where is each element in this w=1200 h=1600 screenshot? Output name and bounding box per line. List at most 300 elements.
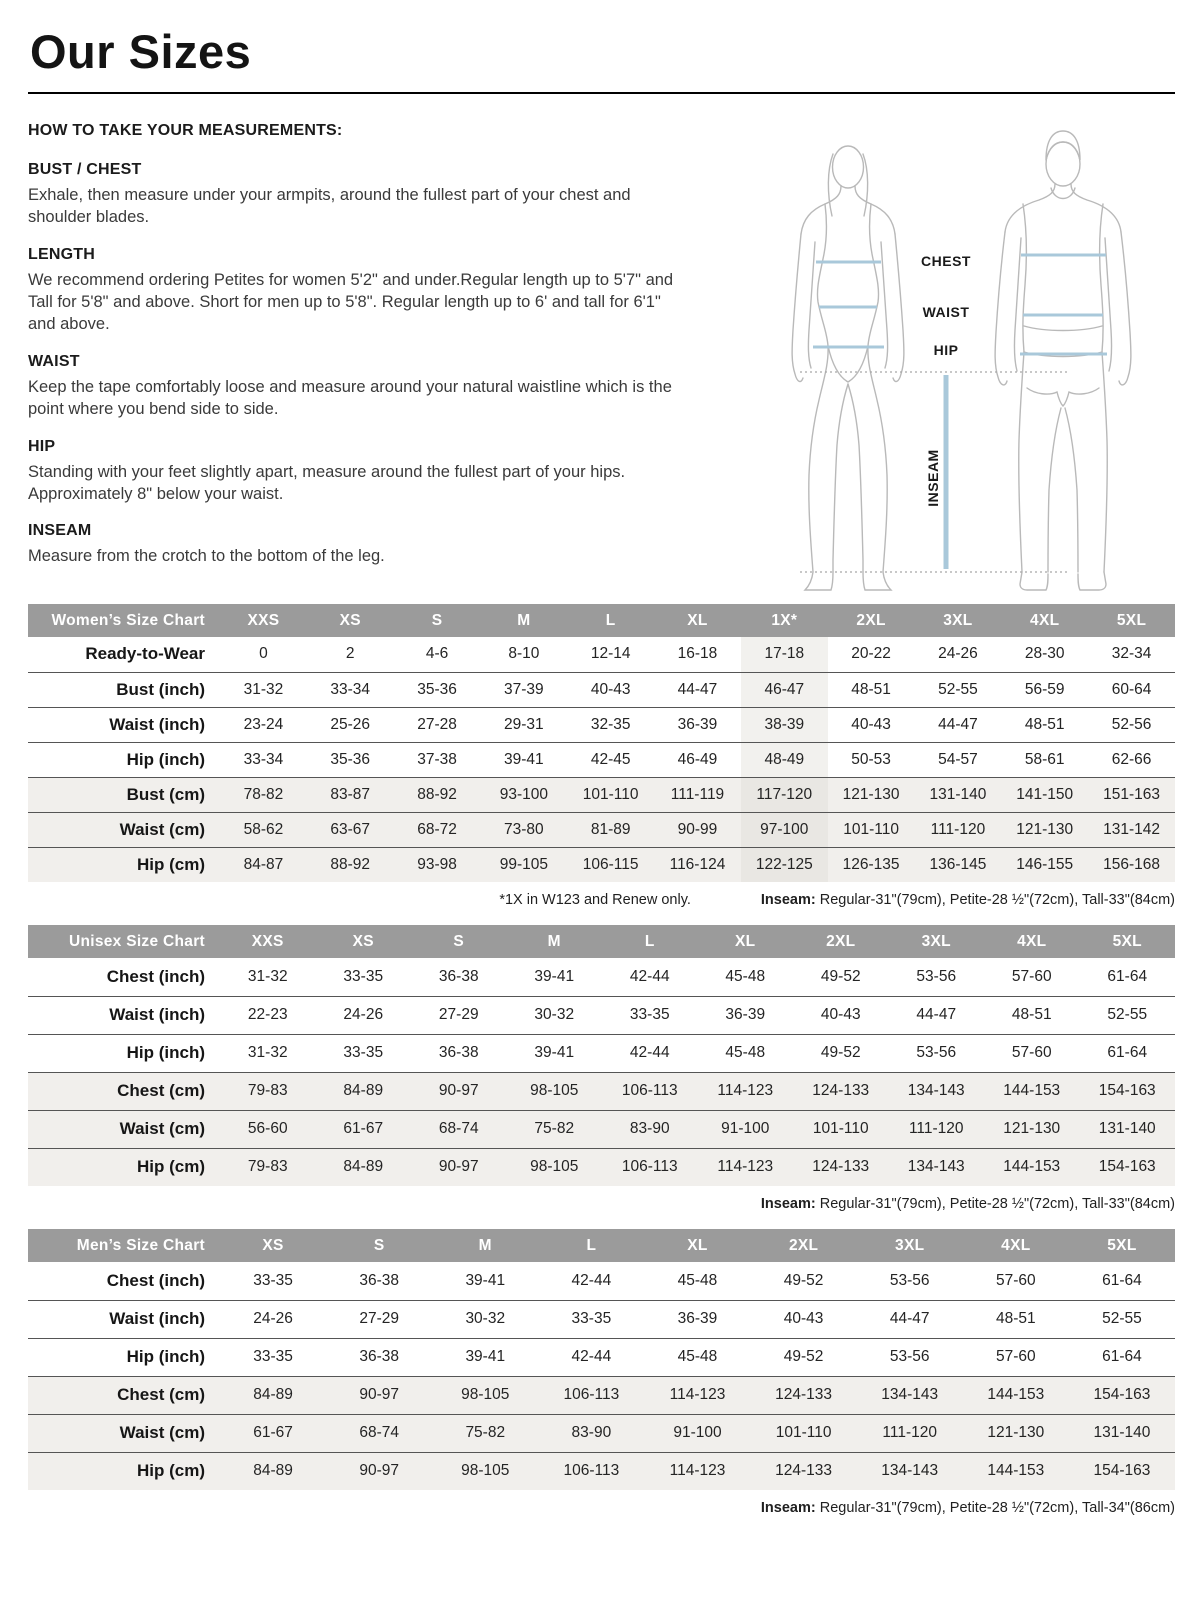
section-heading: LENGTH [28,245,95,263]
size-column-header: 5XL [1069,1229,1175,1262]
size-column-header: L [538,1229,644,1262]
size-value-cell: 53-56 [916,967,957,985]
size-value-cell: 114-123 [698,1148,794,1186]
size-value-cell: 61-67 [316,1110,412,1148]
size-value-cell: 90-97 [326,1452,432,1490]
size-value-cell: 101-110 [828,812,915,847]
size-value-cell: 24-26 [316,996,412,1034]
male-figure-outline [995,131,1131,590]
row-label: Waist (inch) [28,996,220,1034]
size-value-cell: 54-57 [915,742,1002,777]
size-value-cell: 45-48 [644,1338,750,1376]
table-row [28,1338,1175,1376]
figures-illustration [755,120,1175,598]
size-value-cell: 75-82 [432,1414,538,1452]
inseam-footnote: Inseam: Regular-31"(79cm), Petite-28 ½"(72cm), Tall-33"(84cm) [760,892,1175,908]
size-column-header: 3XL [889,925,985,958]
size-column-header: M [507,925,603,958]
table-row [28,958,1175,996]
size-column-header: M [480,604,567,637]
size-value-cell: 114-123 [644,1452,750,1490]
size-value-cell: 12-14 [590,645,631,663]
size-value-cell: 36-39 [698,996,794,1034]
size-value-cell: 39-41 [432,1338,538,1376]
size-column-header: S [411,925,507,958]
size-value-cell: 144-153 [963,1452,1069,1490]
size-value-cell: 83-90 [538,1414,644,1452]
size-value-cell: 35-36 [394,672,481,707]
size-value-cell: 49-52 [820,967,861,985]
size-value-cell: 40-43 [751,1300,857,1338]
size-column-header: XS [307,604,394,637]
size-value-cell: 79-83 [220,1148,316,1186]
mens-size-chart-table [28,1229,1175,1490]
size-value-cell: 117-120 [741,777,828,812]
size-column-header: S [394,604,481,637]
size-value-cell: 25-26 [307,707,394,742]
size-value-cell: 49-52 [793,1034,889,1072]
size-value-cell: 124-133 [751,1376,857,1414]
body-measurement-diagram [755,120,1175,598]
size-column-header: 2XL [828,604,915,637]
row-label: Hip (inch) [28,1338,220,1376]
size-value-cell: 27-28 [394,707,481,742]
row-label: Hip (inch) [28,1034,220,1072]
size-value-cell: 36-38 [411,1034,507,1072]
size-value-cell: 91-100 [644,1414,750,1452]
size-value-cell: 131-140 [1080,1110,1176,1148]
size-value-cell: 39-41 [534,967,575,985]
table-title: Women’s Size Chart [28,604,220,637]
size-value-cell: 106-113 [538,1376,644,1414]
size-value-cell: 32-34 [1111,645,1152,663]
section-hip [28,438,703,506]
size-value-cell: 31-32 [220,672,307,707]
size-value-cell: 136-145 [915,847,1002,882]
size-value-cell: 101-110 [751,1414,857,1452]
size-value-cell: 49-52 [751,1338,857,1376]
size-value-cell: 49-52 [783,1271,824,1289]
size-column-header: 3XL [915,604,1002,637]
size-value-cell: 121-130 [963,1414,1069,1452]
womens-table-footnote [28,892,1175,908]
size-value-cell: 114-123 [644,1376,750,1414]
size-value-cell: 58-62 [220,812,307,847]
size-value-cell: 91-100 [698,1110,794,1148]
size-value-cell: 52-55 [1080,996,1176,1034]
size-column-header: XXS [220,925,316,958]
size-value-cell: 68-74 [326,1414,432,1452]
size-column-header: 2XL [793,925,889,958]
size-value-cell: 61-64 [1069,1338,1175,1376]
size-value-cell: 79-83 [220,1072,316,1110]
size-value-cell: 42-44 [538,1338,644,1376]
size-value-cell: 111-119 [654,777,741,812]
size-value-cell: 36-39 [644,1300,750,1338]
size-value-cell: 39-41 [480,742,567,777]
size-value-cell: 144-153 [963,1376,1069,1414]
row-label: Waist (inch) [28,707,220,742]
size-value-cell: 31-32 [220,1034,316,1072]
size-column-header: L [567,604,654,637]
size-value-cell: 48-51 [963,1300,1069,1338]
row-label: Bust (inch) [28,672,220,707]
size-column-header: L [602,925,698,958]
size-value-cell: 97-100 [741,812,828,847]
table-row [28,1376,1175,1414]
size-value-cell: 42-44 [629,967,670,985]
size-value-cell: 56-59 [1001,672,1088,707]
size-column-header: 4XL [984,925,1080,958]
size-value-cell: 40-43 [567,672,654,707]
row-label: Chest (cm) [28,1376,220,1414]
size-value-cell: 22-23 [220,996,316,1034]
size-value-cell: 124-133 [793,1072,889,1110]
size-value-cell: 99-105 [480,847,567,882]
table-row [28,1414,1175,1452]
size-value-cell: 24-26 [220,1300,326,1338]
size-value-cell: 61-64 [1102,1271,1142,1289]
size-value-cell: 84-87 [220,847,307,882]
row-label: Chest (cm) [28,1072,220,1110]
size-value-cell: 134-143 [889,1148,985,1186]
table-title: Men’s Size Chart [28,1229,220,1262]
size-value-cell: 154-163 [1080,1148,1176,1186]
size-value-cell: 37-39 [480,672,567,707]
womens-size-chart-table [28,604,1175,882]
size-value-cell: 40-43 [793,996,889,1034]
size-value-cell: 57-60 [1011,967,1052,985]
size-value-cell: 121-130 [828,777,915,812]
size-value-cell: 48-51 [828,672,915,707]
size-value-cell: 106-115 [567,847,654,882]
section-heading: INSEAM [28,522,92,540]
size-value-cell: 53-56 [889,1034,985,1072]
size-value-cell: 73-80 [480,812,567,847]
size-value-cell: 50-53 [828,742,915,777]
size-value-cell: 8-10 [508,645,540,663]
size-value-cell: 134-143 [857,1376,963,1414]
inseam-label: INSEAM [925,449,941,507]
size-value-cell: 88-92 [307,847,394,882]
row-label: Hip (inch) [28,742,220,777]
size-value-cell: 93-98 [394,847,481,882]
size-value-cell: 146-155 [1001,847,1088,882]
size-value-cell: 56-60 [220,1110,316,1148]
size-value-cell: 44-47 [915,707,1002,742]
size-value-cell: 46-47 [741,672,828,707]
size-value-cell: 126-135 [828,847,915,882]
section-heading: BUST / CHEST [28,161,142,178]
size-value-cell: 33-34 [307,672,394,707]
size-value-cell: 36-38 [438,967,479,985]
waist-label: WAIST [922,304,970,320]
one-x-footnote: *1X in W123 and Renew only. [499,892,691,908]
size-value-cell: 106-113 [602,1072,698,1110]
size-value-cell: 29-31 [480,707,567,742]
size-column-header: 2XL [751,1229,857,1262]
size-value-cell: 0 [259,645,268,663]
unisex-size-chart-table [28,925,1175,1186]
size-value-cell: 17-18 [741,637,828,672]
inseam-footnote: Inseam: Regular-31"(79cm), Petite-28 ½"(72cm), Tall-33"(84cm) [760,1196,1175,1212]
size-value-cell: 37-38 [394,742,481,777]
size-value-cell: 63-67 [307,812,394,847]
size-value-cell: 16-18 [677,645,718,663]
measurement-lines [800,255,1107,572]
size-value-cell: 154-163 [1069,1452,1175,1490]
size-value-cell: 156-168 [1088,847,1175,882]
size-value-cell: 24-26 [938,645,978,663]
size-value-cell: 106-113 [538,1452,644,1490]
table-row [28,707,1175,742]
size-chart-table [28,925,1175,1186]
size-value-cell: 28-30 [1024,645,1065,663]
size-value-cell: 35-36 [307,742,394,777]
size-value-cell: 53-56 [857,1338,963,1376]
measurement-instructions [28,120,743,598]
table-row [28,742,1175,777]
size-value-cell: 83-87 [307,777,394,812]
size-value-cell: 44-47 [889,996,985,1034]
size-column-header: 5XL [1080,925,1176,958]
section-body: We recommend ordering Petites for women 5'2" and under.Regular length up to 5'7" and Tall for 5'8" and above. Short for men up to 5'8". Regular length up to 6' and tall for 6'1" and above. [28,270,674,333]
size-value-cell: 39-41 [465,1271,506,1289]
section-body: Keep the tape comfortably loose and measure around your natural waistline which is the point where you bend side to side. [28,377,672,418]
size-value-cell: 62-66 [1088,742,1175,777]
size-value-cell: 88-92 [394,777,481,812]
table-row [28,1452,1175,1490]
section-bust-chest [28,161,703,229]
size-column-header: XL [644,1229,750,1262]
size-value-cell: 84-89 [316,1072,412,1110]
table-row [28,1300,1175,1338]
size-value-cell: 61-64 [1107,967,1148,985]
row-label: Chest (inch) [106,1270,205,1290]
size-column-header: 3XL [857,1229,963,1262]
size-value-cell: 141-150 [1001,777,1088,812]
size-value-cell: 45-48 [698,1034,794,1072]
size-column-header: M [432,1229,538,1262]
size-column-header: 4XL [1001,604,1088,637]
section-body: Measure from the crotch to the bottom of the leg. [28,547,385,566]
section-heading: WAIST [28,352,80,370]
size-value-cell: 134-143 [889,1072,985,1110]
size-value-cell: 39-41 [507,1034,603,1072]
size-value-cell: 31-32 [247,967,288,985]
size-value-cell: 44-47 [857,1300,963,1338]
size-value-cell: 98-105 [507,1072,603,1110]
chest-label: CHEST [921,253,971,269]
size-value-cell: 57-60 [984,1034,1080,1072]
size-value-cell: 44-47 [654,672,741,707]
mens-table-footnote [28,1500,1175,1516]
size-value-cell: 33-35 [316,1034,412,1072]
row-label: Waist (cm) [28,1414,220,1452]
size-value-cell: 131-140 [1069,1414,1175,1452]
size-value-cell: 52-55 [915,672,1002,707]
table-row [28,777,1175,812]
size-value-cell: 84-89 [220,1376,326,1414]
table-row [28,1072,1175,1110]
size-value-cell: 68-72 [394,812,481,847]
size-value-cell: 48-49 [741,742,828,777]
row-label: Waist (cm) [28,1110,220,1148]
size-value-cell: 90-99 [654,812,741,847]
size-value-cell: 122-125 [741,847,828,882]
size-column-header: XS [220,1229,326,1262]
size-value-cell: 36-38 [326,1338,432,1376]
size-value-cell: 93-100 [480,777,567,812]
size-value-cell: 45-48 [725,967,766,985]
size-value-cell: 33-35 [602,996,698,1034]
size-value-cell: 131-140 [915,777,1002,812]
size-value-cell: 98-105 [432,1452,538,1490]
size-column-header: S [326,1229,432,1262]
size-value-cell: 4-6 [425,645,449,663]
size-value-cell: 116-124 [654,847,741,882]
section-length [28,246,703,336]
table-row [28,1148,1175,1186]
size-value-cell: 101-110 [793,1110,889,1148]
title-divider [28,92,1175,94]
size-value-cell: 2 [345,645,355,663]
table-row [28,1110,1175,1148]
size-value-cell: 114-123 [698,1072,794,1110]
size-value-cell: 134-143 [857,1452,963,1490]
size-column-header: 1X* [741,604,828,637]
size-value-cell: 124-133 [751,1452,857,1490]
size-chart-table [28,1229,1175,1490]
table-title: Unisex Size Chart [28,925,220,958]
size-value-cell: 57-60 [963,1338,1069,1376]
size-value-cell: 33-35 [220,1338,326,1376]
size-value-cell: 32-35 [567,707,654,742]
size-value-cell: 121-130 [1001,812,1088,847]
section-waist [28,353,703,421]
size-value-cell: 27-29 [326,1300,432,1338]
table-row [28,847,1175,882]
unisex-table-footnote [28,1196,1175,1212]
table-row [28,672,1175,707]
size-value-cell: 52-55 [1069,1300,1175,1338]
size-value-cell: 52-56 [1088,707,1175,742]
size-value-cell: 46-49 [654,742,741,777]
size-value-cell: 38-39 [741,707,828,742]
table-row [28,637,1175,672]
size-value-cell: 45-48 [677,1271,718,1289]
size-value-cell: 58-61 [1001,742,1088,777]
size-value-cell: 131-142 [1088,812,1175,847]
table-row [28,1034,1175,1072]
size-value-cell: 60-64 [1088,672,1175,707]
section-heading: HIP [28,437,56,455]
size-value-cell: 36-39 [654,707,741,742]
page-title: Our Sizes [30,25,252,78]
size-value-cell: 20-22 [851,645,891,663]
table-row [28,996,1175,1034]
row-label: Waist (inch) [28,1300,220,1338]
size-column-header: XL [698,925,794,958]
section-inseam [28,522,703,568]
size-value-cell: 33-35 [343,967,384,985]
size-value-cell: 48-51 [1001,707,1088,742]
size-value-cell: 81-89 [567,812,654,847]
size-value-cell: 23-24 [220,707,307,742]
size-value-cell: 61-67 [220,1414,326,1452]
how-to-heading: HOW TO TAKE YOUR MEASUREMENTS: [28,122,343,139]
size-value-cell: 101-110 [567,777,654,812]
size-value-cell: 75-82 [507,1110,603,1148]
size-value-cell: 53-56 [889,1271,930,1289]
table-row [28,812,1175,847]
size-value-cell: 90-97 [411,1148,507,1186]
measurement-instructions-row [28,120,1175,598]
table-row [28,1262,1175,1300]
size-value-cell: 98-105 [432,1376,538,1414]
row-label: Bust (cm) [28,777,220,812]
row-label: Hip (cm) [28,1452,220,1490]
size-value-cell: 27-29 [411,996,507,1034]
size-value-cell: 98-105 [507,1148,603,1186]
size-value-cell: 42-44 [602,1034,698,1072]
hip-label: HIP [933,342,959,358]
size-value-cell: 48-51 [984,996,1080,1034]
size-value-cell: 144-153 [984,1072,1080,1110]
size-value-cell: 78-82 [220,777,307,812]
size-value-cell: 111-120 [889,1110,985,1148]
size-value-cell: 111-120 [915,812,1002,847]
female-figure-outline [792,146,904,590]
size-value-cell: 42-45 [567,742,654,777]
section-body: Exhale, then measure under your armpits, around the fullest part of your chest and shoulder blades. [28,186,631,226]
row-label: Waist (cm) [28,812,220,847]
size-value-cell: 33-34 [220,742,307,777]
size-value-cell: 42-44 [571,1271,612,1289]
size-value-cell: 33-35 [253,1271,293,1289]
row-label: Hip (cm) [28,1148,220,1186]
size-column-header: XL [654,604,741,637]
size-value-cell: 151-163 [1088,777,1175,812]
size-value-cell: 68-74 [411,1110,507,1148]
size-value-cell: 36-38 [359,1271,399,1289]
size-column-header: 5XL [1088,604,1175,637]
row-label: Hip (cm) [28,847,220,882]
size-value-cell: 30-32 [432,1300,538,1338]
size-column-header: XS [316,925,412,958]
size-value-cell: 154-163 [1069,1376,1175,1414]
inseam-footnote: Inseam: Regular-31"(79cm), Petite-28 ½"(72cm), Tall-34"(86cm) [760,1500,1175,1516]
size-column-header: XXS [220,604,307,637]
size-value-cell: 111-120 [857,1414,963,1452]
size-value-cell: 121-130 [984,1110,1080,1148]
size-value-cell: 90-97 [411,1072,507,1110]
size-value-cell: 61-64 [1080,1034,1176,1072]
row-label: Chest (inch) [106,966,205,986]
size-value-cell: 83-90 [602,1110,698,1148]
section-body: Standing with your feet slightly apart, measure around the fullest part of your hips. Approximately 8" below your waist. [28,462,626,503]
size-value-cell: 144-153 [984,1148,1080,1186]
size-value-cell: 84-89 [220,1452,326,1490]
size-value-cell: 90-97 [326,1376,432,1414]
size-value-cell: 124-133 [793,1148,889,1186]
size-value-cell: 106-113 [602,1148,698,1186]
size-value-cell: 30-32 [507,996,603,1034]
size-value-cell: 154-163 [1080,1072,1176,1110]
row-label: Ready-to-Wear [85,644,205,664]
size-value-cell: 57-60 [995,1271,1036,1289]
size-value-cell: 84-89 [316,1148,412,1186]
